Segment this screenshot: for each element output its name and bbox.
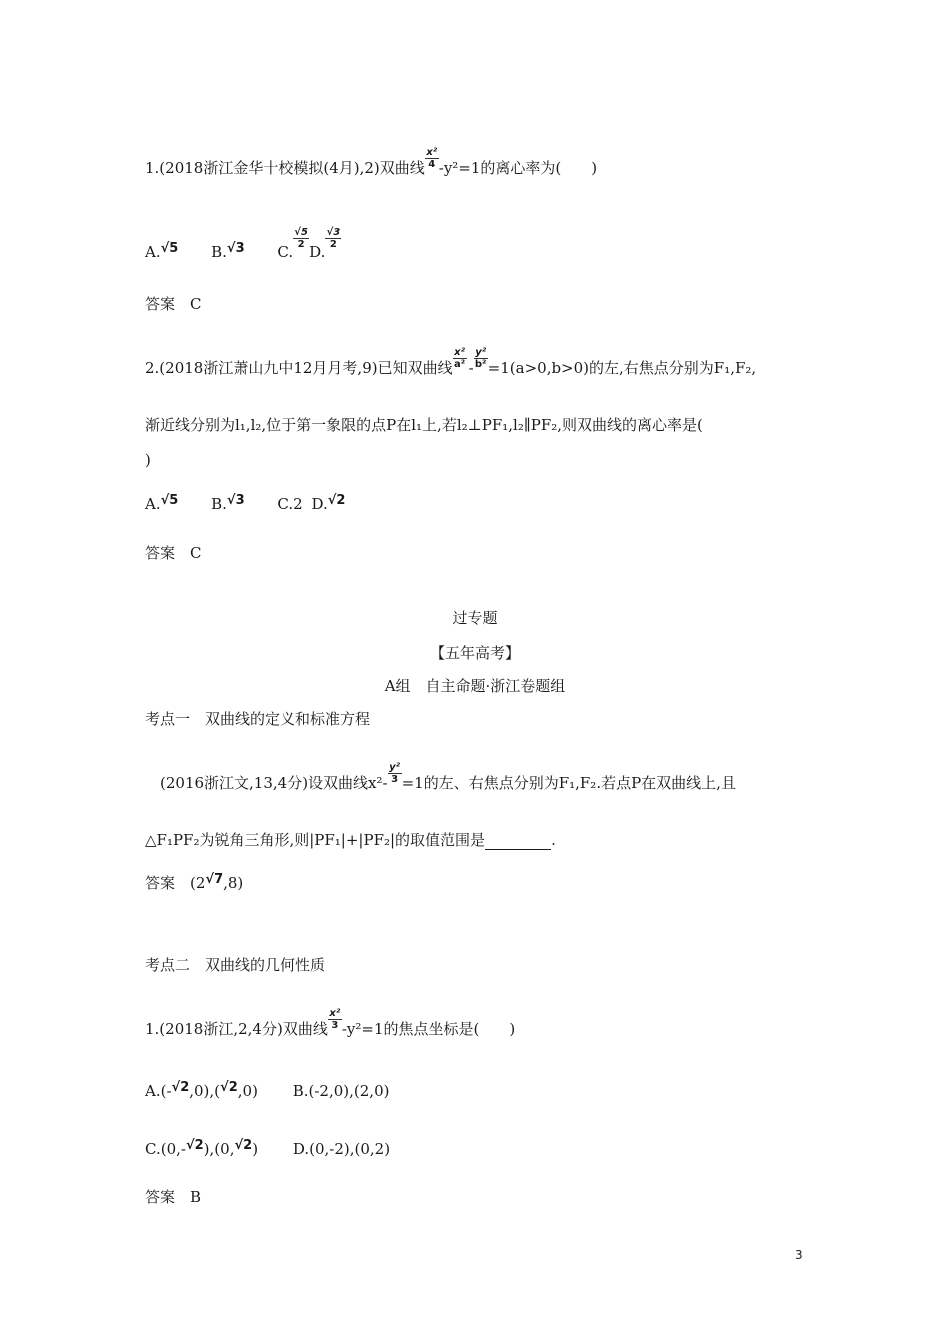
q2-options: A.√5 B.√3 C.2 D.√2 <box>145 493 346 513</box>
section-title: 过专题 <box>452 609 498 627</box>
q1-answer: 答案 C <box>145 295 202 313</box>
answer-blank <box>485 835 551 850</box>
section-subtitle: 【五年高考】 <box>429 644 520 662</box>
kp2-heading: 考点二 双曲线的几何性质 <box>145 956 326 974</box>
kp2-answer: 答案 B <box>145 1188 202 1206</box>
kp1-answer: 答案 (2√7,8) <box>145 872 244 892</box>
section-group: A组 自主命题·浙江卷题组 <box>384 677 566 695</box>
q1-options: A.√5 B.√3 C. √5 2 D. √3 2 <box>145 227 341 261</box>
q2-line3: ) <box>145 451 151 469</box>
q1-stem: 1.(2018浙江金华十校模拟(4月),2)双曲线 x² 4 -y²=1的离心率为( ) <box>145 147 598 177</box>
kp2-stem: 1.(2018浙江,2,4分)双曲线 x² 3 -y²=1的焦点坐标是( ) <box>145 1008 516 1038</box>
kp1-stem: (2016浙江文,13,4分)设双曲线x²- y² 3 =1的左、右焦点分别为F₁,F₂.若点P在双曲线上,且 <box>160 762 736 792</box>
kp1-line2: △F₁PF₂为锐角三角形,则|PF₁|+|PF₂|的取值范围是 . <box>145 831 556 849</box>
kp2-options-ab: A.(-√2,0),(√2,0) B.(-2,0),(2,0) <box>145 1080 390 1100</box>
kp2-options-cd: C.(0,-√2),(0,√2) D.(0,-2),(0,2) <box>145 1138 391 1158</box>
q2-stem: 2.(2018浙江萧山九中12月月考,9)已知双曲线 x² a² - y² b² =1(a>0,b>0)的左,右焦点分别为F₁,F₂, <box>145 347 757 377</box>
page-number: 3 <box>795 1248 803 1262</box>
q2-answer: 答案 C <box>145 544 202 562</box>
q2-line2: 渐近线分别为l₁,l₂,位于第一象限的点P在l₁上,若l₂⊥PF₁,l₂∥PF₂,则双曲线的离心率是( <box>145 416 703 434</box>
kp1-heading: 考点一 双曲线的定义和标准方程 <box>145 710 371 728</box>
